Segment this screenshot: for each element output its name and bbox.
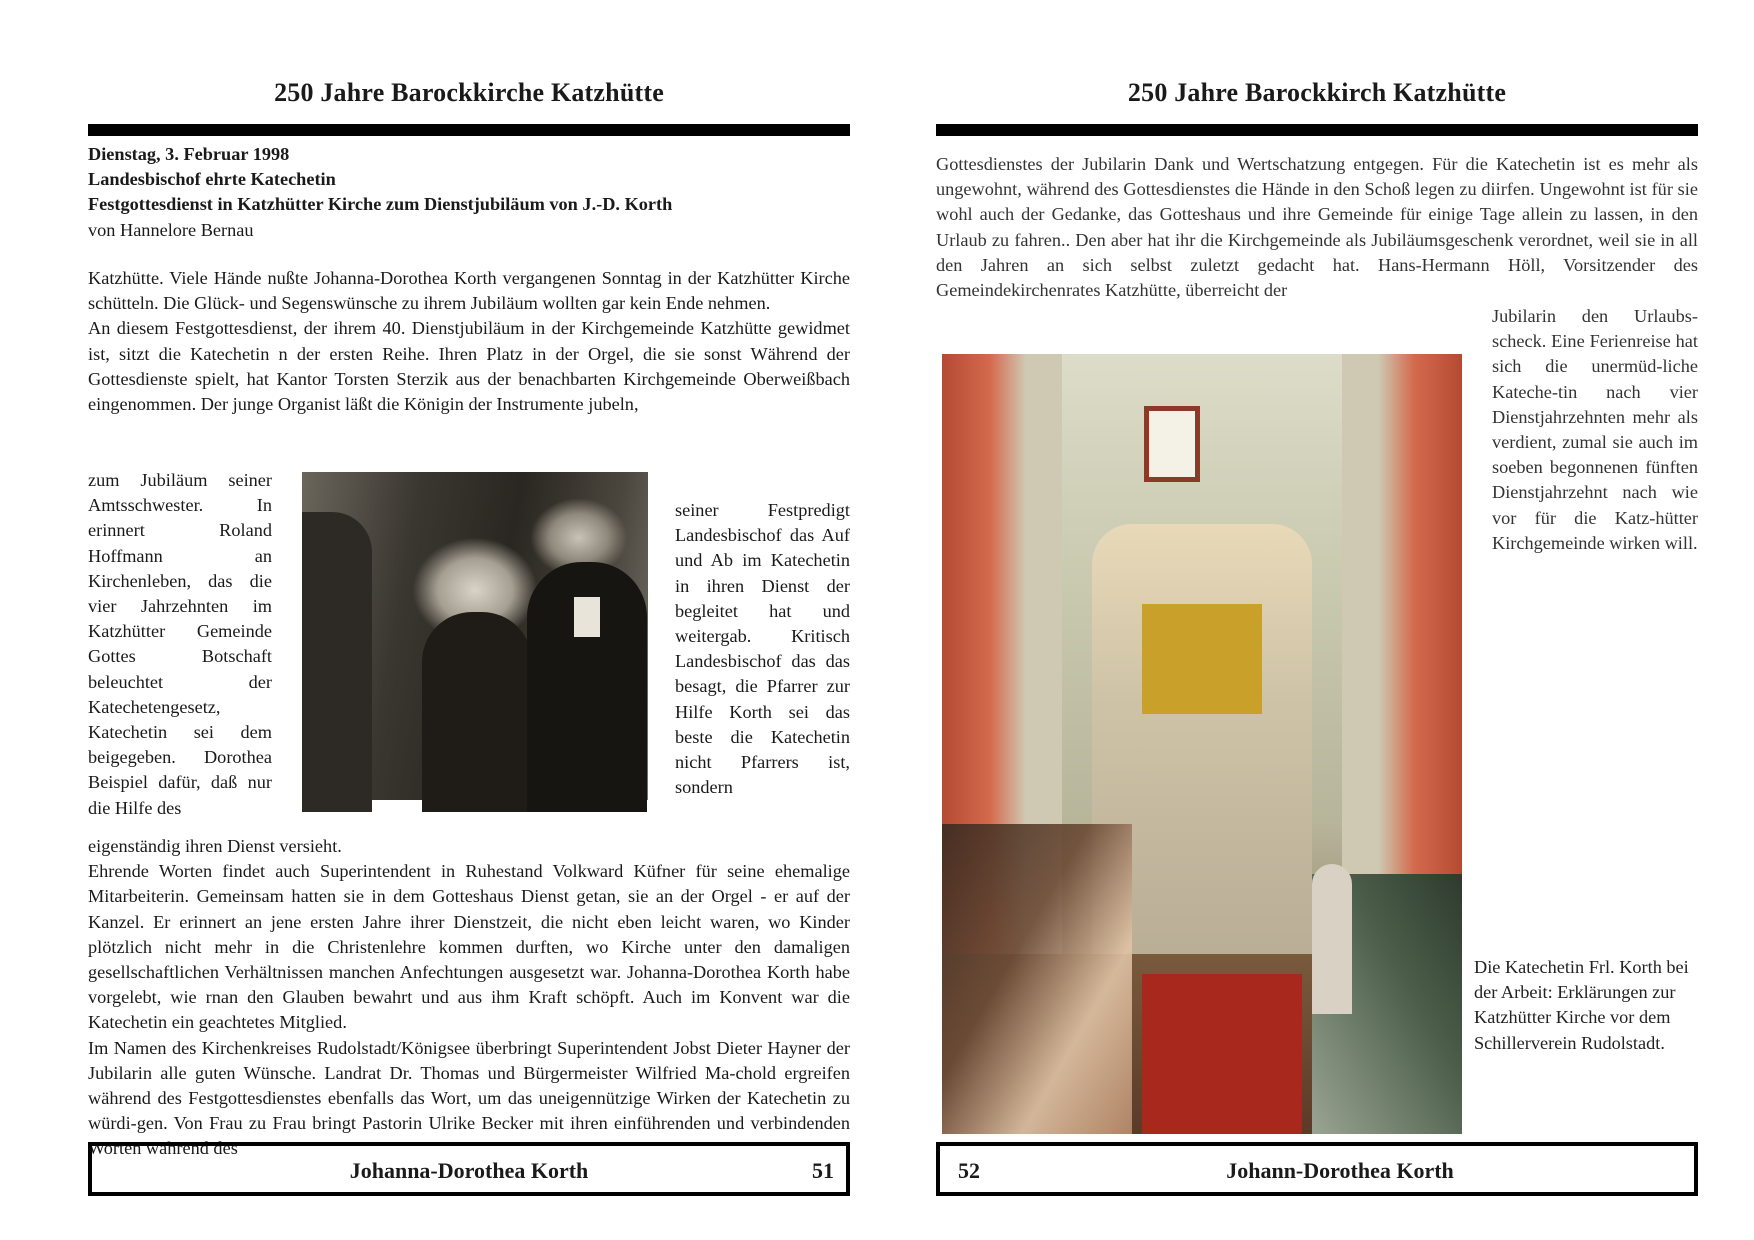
header-rule	[936, 124, 1698, 136]
right-page	[936, 0, 1698, 1240]
left-page	[88, 0, 850, 1240]
page-footer	[88, 1142, 850, 1196]
paragraph: Katzhütte. Viele Hände nußte Johanna-Dorothea Korth vergangenen Sonntag in der Katzhütter Kirche schütteln. Die Glück- und Segenswünsche zu ihrem Jubiläum wollten gar kein Ende nehmen.	[88, 268, 850, 314]
text-column-right: seiner Festpredigt Landesbischof das Auf und Ab im Katechetin in ihren Dienst der begleitet hat und weitergab. Kritisch Landesbischof das das besagt, die Pfarrer zur Hilfe Korth sei das beste die Katechetin nicht Pfarrers ist, sondern	[675, 500, 850, 798]
page-footer	[936, 1142, 1698, 1196]
newspaper-photo	[302, 472, 648, 800]
article-subheadline: Festgottesdienst in Katzhütter Kirche zum Dienstjubiläum von J.-D. Korth	[88, 194, 673, 215]
page-number: 51	[812, 1158, 834, 1183]
church-interior-photo	[942, 354, 1462, 1134]
paragraph: Ehrende Worten findet auch Superintendent in Ruhestand Volkward Küfner für seine ehemalige Mitarbeiterin. Gemeinsam hatten sie in dem Gotteshaus Dienst getan, sie an der Orgel - er auf der Kanzel. Er erinnert an jene ersten Jahre ihrer Dienstzeit, die nicht eben leicht waren, wo Kinder plötzlich nicht mehr in die Christenlehre kommen durften, wo Kirche unter den damaligen gesellschaftlichen Verhältnissen manchen Anfechtungen ausgesetzt war. Johanna-Dorothea Korth habe vorgelebt, wie rnan den Glauben bewahrt und aus ihm Kraft schöpft. Auch im Konvent war die Katechetin ein geachtetes Mitglied.	[88, 861, 850, 1033]
paragraph: eigenständig ihren Dienst versieht.	[88, 836, 342, 856]
photo-wrap-section	[88, 468, 850, 834]
article-headline: Landesbischof ehrte Katechetin	[88, 169, 336, 190]
article-date: Dienstag, 3. Februar 1998	[88, 144, 290, 164]
photo-caption: Die Katechetin Frl. Korth bei der Arbeit: Erklärungen zur Katzhütter Kirche vor dem Schillerverein Rudolstadt.	[1474, 957, 1689, 1053]
article-body-bottom	[88, 834, 850, 1159]
header-rule	[88, 124, 850, 136]
article-meta	[88, 142, 850, 243]
article-body-top	[88, 266, 850, 417]
article-wrap-text: Jubilarin den Urlaubs-scheck. Eine Ferienreise hat sich die unermüd-liche Kateche-tin nach vier Dienstjahrzehnten mehr als verdient, zumal sie auch im soeben begonnenen fünften Dienstjahrzehnt nach wie vor für die Katz-hütter Kirchgemeinde wirken will.	[1492, 306, 1698, 553]
paragraph: An diesem Festgottesdienst, der ihrem 40. Dienstjubiläum in der Kirchgemeinde Katzhütte gewidmet ist, sitzt die Katechetin n der ersten Reihe. Ihren Platz in der Orgel, die sie sonst Während der Gottesdienste spielt, hat Kantor Torsten Sterzik aus der benachbarten Kirchgemeinde Oberweißbach eingenommen. Der junge Organist läßt die Königin der Instrumente jubeln,	[88, 318, 850, 415]
article-continued: Gottesdienstes der Jubilarin Dank und Wertschatzung entgegen. Für die Katechetin ist es mehr als ungewohnt, während des Gottesdienstes die Hände in den Schoß legen zu diirfen. Ungewohnt ist für sie wohl auch der Gedanke, das Gotteshaus und ihre Gemeinde für einige Tage allein zu lassen, in den Urlaub zu fahren.. Den aber hat ihr die Kirchgemeinde als Jubiläumsgeschenk verordnet, weil sie in all den Jahren an sich selbst zuletzt gedacht hat. Hans-Hermann Höll, Vorsitzender des Gemeindekirchenrates Katzhütte, überreicht der	[936, 154, 1698, 301]
footer-name: Johann-Dorothea Korth	[1226, 1158, 1454, 1183]
paragraph: Im Namen des Kirchenkreises Rudolstadt/Königsee überbringt Superintendent Jobst Dieter Hayner der Jubilarin alle guten Wünsche. Landrat Dr. Thomas und Bürgermeister Wilfried Ma-chold ergreifen während des Festgottesdienstes ebenfalls das Wort, um das uneigennützige Wirken der Katechetin zu würdi-gen. Von Frau zu Frau bringt Pastorin Ulrike Becker mit ihren einführenden und verbindenden Worten während des	[88, 1037, 850, 1159]
text-column-left: zum Jubiläum seiner Amtsschwester. In erinnert Roland Hoffmann an Kirchenleben, das die vier Jahrzehnten im Katzhütter Gemeinde Gottes Botschaft beleuchtet der Katechetengesetz, Katechetin sei dem beigegeben. Dorothea Beispiel dafür, daß nur die Hilfe des	[88, 470, 272, 818]
article-author: von Hannelore Bernau	[88, 219, 254, 240]
footer-name: Johanna-Dorothea Korth	[349, 1158, 589, 1183]
page-header-title: 250 Jahre Barockkirch Katzhütte	[1127, 78, 1507, 107]
page-number: 52	[958, 1158, 980, 1183]
page-header-title: 250 Jahre Barockkirche Katzhütte	[274, 78, 664, 107]
